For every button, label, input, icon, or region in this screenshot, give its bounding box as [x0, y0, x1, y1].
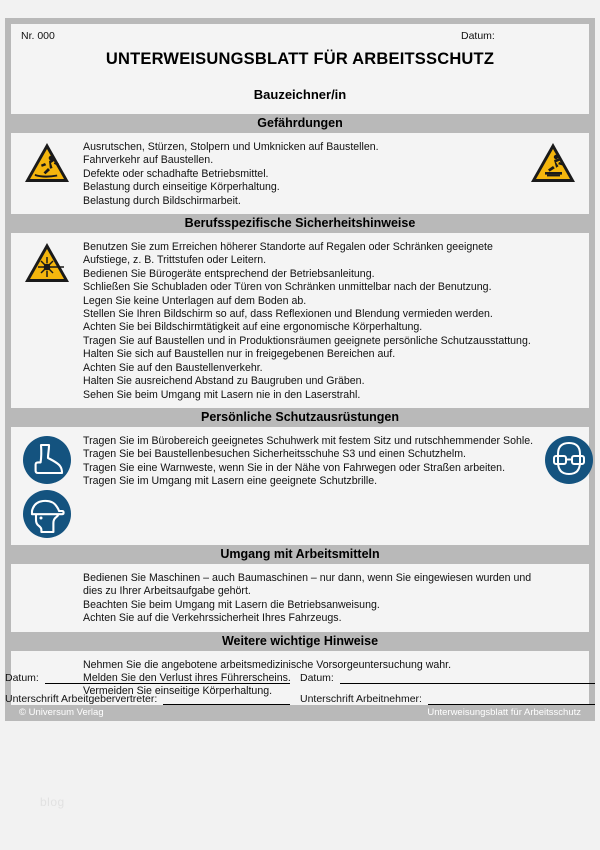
list-item: Tragen Sie bei Baustellenbesuchen Sicherheitsschuhe S3 und einen Schutzhelm. — [83, 448, 466, 461]
employee-date-line[interactable] — [340, 672, 595, 684]
list-item: Stellen Sie Ihren Bildschirm so auf, dass Reflexionen und Blendung vermieden werden. — [83, 308, 493, 321]
employer-signature-line[interactable] — [163, 693, 290, 705]
list-item: Vermeiden Sie einseitige Körperhaltung. — [83, 685, 273, 698]
signature-area — [5, 672, 595, 714]
list-item: Halten Sie sich auf Baustellen nur in freigegebenen Bereichen auf. — [83, 348, 396, 361]
icon-column-right — [533, 433, 600, 485]
employee-signature-field[interactable] — [300, 693, 595, 705]
list-item: Tragen Sie auf Baustellen und in Produktionsräumen geeignete persönliche Schutzausstattung. — [83, 334, 531, 347]
employee-date-label: Datum: — [300, 672, 334, 684]
watermark-label: blog — [40, 795, 65, 809]
employee-signature-label: Unterschrift Arbeitnehmer: — [300, 693, 422, 705]
list-item: Fahrverkehr auf Baustellen. — [83, 154, 214, 167]
employer-date-line[interactable] — [45, 672, 290, 684]
section-header-arbeitsmittel: Umgang mit Arbeitsmitteln — [11, 545, 589, 564]
icon-column-left — [11, 139, 83, 185]
list-item: Schließen Sie Schubladen oder Türen von Schränken unmittelbar nach der Benutzung. — [83, 281, 492, 294]
safety-text-list — [83, 239, 531, 402]
list-item: Tragen Sie im Umgang mit Lasern eine geeignete Schutzbrille. — [83, 475, 378, 488]
signature-name-row — [5, 693, 595, 705]
section-header-sicherheitshinweise: Berufsspezifische Sicherheitshinweise — [11, 214, 589, 233]
section-header-schutzausruestungen: Persönliche Schutzausrüstungen — [11, 408, 589, 427]
icon-column-left — [11, 239, 83, 285]
section-header-hinweise: Weitere wichtige Hinweise — [11, 632, 589, 651]
header-meta-row — [21, 30, 579, 42]
icon-column-right — [517, 139, 589, 185]
employer-date-field[interactable] — [5, 672, 300, 684]
copyright-label: © Universum Verlag — [19, 706, 104, 718]
list-item: dies zu Ihrer Arbeitsaufgabe gehört. — [83, 585, 251, 598]
list-item: Ausrutschen, Stürzen, Stolpern und Umknicken auf Baustellen. — [83, 141, 379, 153]
icon-column-right — [531, 239, 600, 241]
equipment-text-list — [11, 570, 589, 626]
list-item: Belastung durch Bildschirmarbeit. — [83, 194, 241, 207]
list-item: Benutzen Sie zum Erreichen höherer Standorte auf Regalen oder Schränken geeignete — [83, 241, 493, 254]
safety-boots-icon — [22, 435, 72, 485]
section-body-sicherheitshinweise — [11, 233, 589, 408]
list-item: Achten Sie auf die Verkehrssicherheit Ihres Fahrzeugs. — [83, 612, 342, 625]
section-header-gefaehrdungen: Gefährdungen — [11, 114, 589, 133]
list-item: Beachten Sie beim Umgang mit Lasern die Betriebsanweisung. — [83, 598, 380, 611]
form-sheet — [5, 18, 595, 721]
document-number: Nr. 000 — [21, 30, 55, 42]
hazard-text-list — [83, 139, 517, 208]
list-item: Tragen Sie im Bürobereich geeignetes Schuhwerk mit festem Sitz und rutschhemmender Sohle. — [83, 434, 534, 447]
list-item: Bedienen Sie Bürogeräte entsprechend der Betriebsanleitung. — [83, 267, 375, 280]
employer-date-label: Datum: — [5, 672, 39, 684]
employer-signature-label: Unterschrift Arbeitgebervertreter: — [5, 693, 158, 705]
document-header — [11, 24, 589, 114]
section-body-arbeitsmittel — [11, 564, 589, 632]
section-body-gefaehrdungen — [11, 133, 589, 214]
employee-signature-line[interactable] — [428, 693, 595, 705]
list-item: Tragen Sie eine Warnweste, wenn Sie in der Nähe von Fahrwegen oder Straßen arbeiten. — [83, 461, 506, 474]
list-item: Halten Sie ausreichend Abstand zu Baugruben und Gräben. — [83, 375, 365, 388]
section-body-schutzausruestungen — [11, 427, 589, 545]
document-name-label: Unterweisungsblatt für Arbeitsschutz — [427, 706, 581, 718]
slip-hazard-triangle-icon — [23, 141, 71, 185]
safety-helmet-icon — [22, 489, 72, 539]
list-item: Achten Sie bei Bildschirmtätigkeit auf eine ergonomische Körperhaltung. — [83, 321, 423, 334]
ppe-text-list — [83, 433, 533, 489]
list-item: Aufstiege, z. B. Trittstufen oder Leitern. — [83, 254, 267, 267]
list-item: Achten Sie auf den Baustellenverkehr. — [83, 361, 263, 374]
list-item: Nehmen Sie die angebotene arbeitsmedizinische Vorsorgeuntersuchung wahr. — [83, 658, 452, 671]
list-item: Melden Sie den Verlust ihres Führerscheins. — [83, 671, 291, 684]
list-item: Legen Sie keine Unterlagen auf dem Boden ab. — [83, 294, 307, 307]
list-item: Bedienen Sie Maschinen – auch Baumaschinen – nur dann, wenn Sie eingewiesen wurden und — [83, 571, 532, 584]
employer-signature-field[interactable] — [5, 693, 300, 705]
page-title: UNTERWEISUNGSBLATT FÜR ARBEITSSCHUTZ — [105, 50, 495, 68]
signature-date-row — [5, 672, 595, 684]
laser-hazard-triangle-icon — [23, 241, 71, 285]
header-date-label: Datum: — [461, 30, 495, 42]
eye-protection-icon — [544, 435, 594, 485]
list-item: Defekte oder schadhafte Betriebsmittel. — [83, 167, 269, 180]
page-subtitle: Bauzeichner/in — [253, 87, 347, 102]
icon-column-left — [11, 433, 83, 539]
trip-hazard-triangle-icon — [529, 141, 577, 185]
list-item: Sehen Sie beim Umgang mit Lasern nie in den Laserstrahl. — [83, 388, 361, 401]
employee-date-field[interactable] — [300, 672, 595, 684]
list-item: Belastung durch einseitige Körperhaltung. — [83, 181, 280, 194]
